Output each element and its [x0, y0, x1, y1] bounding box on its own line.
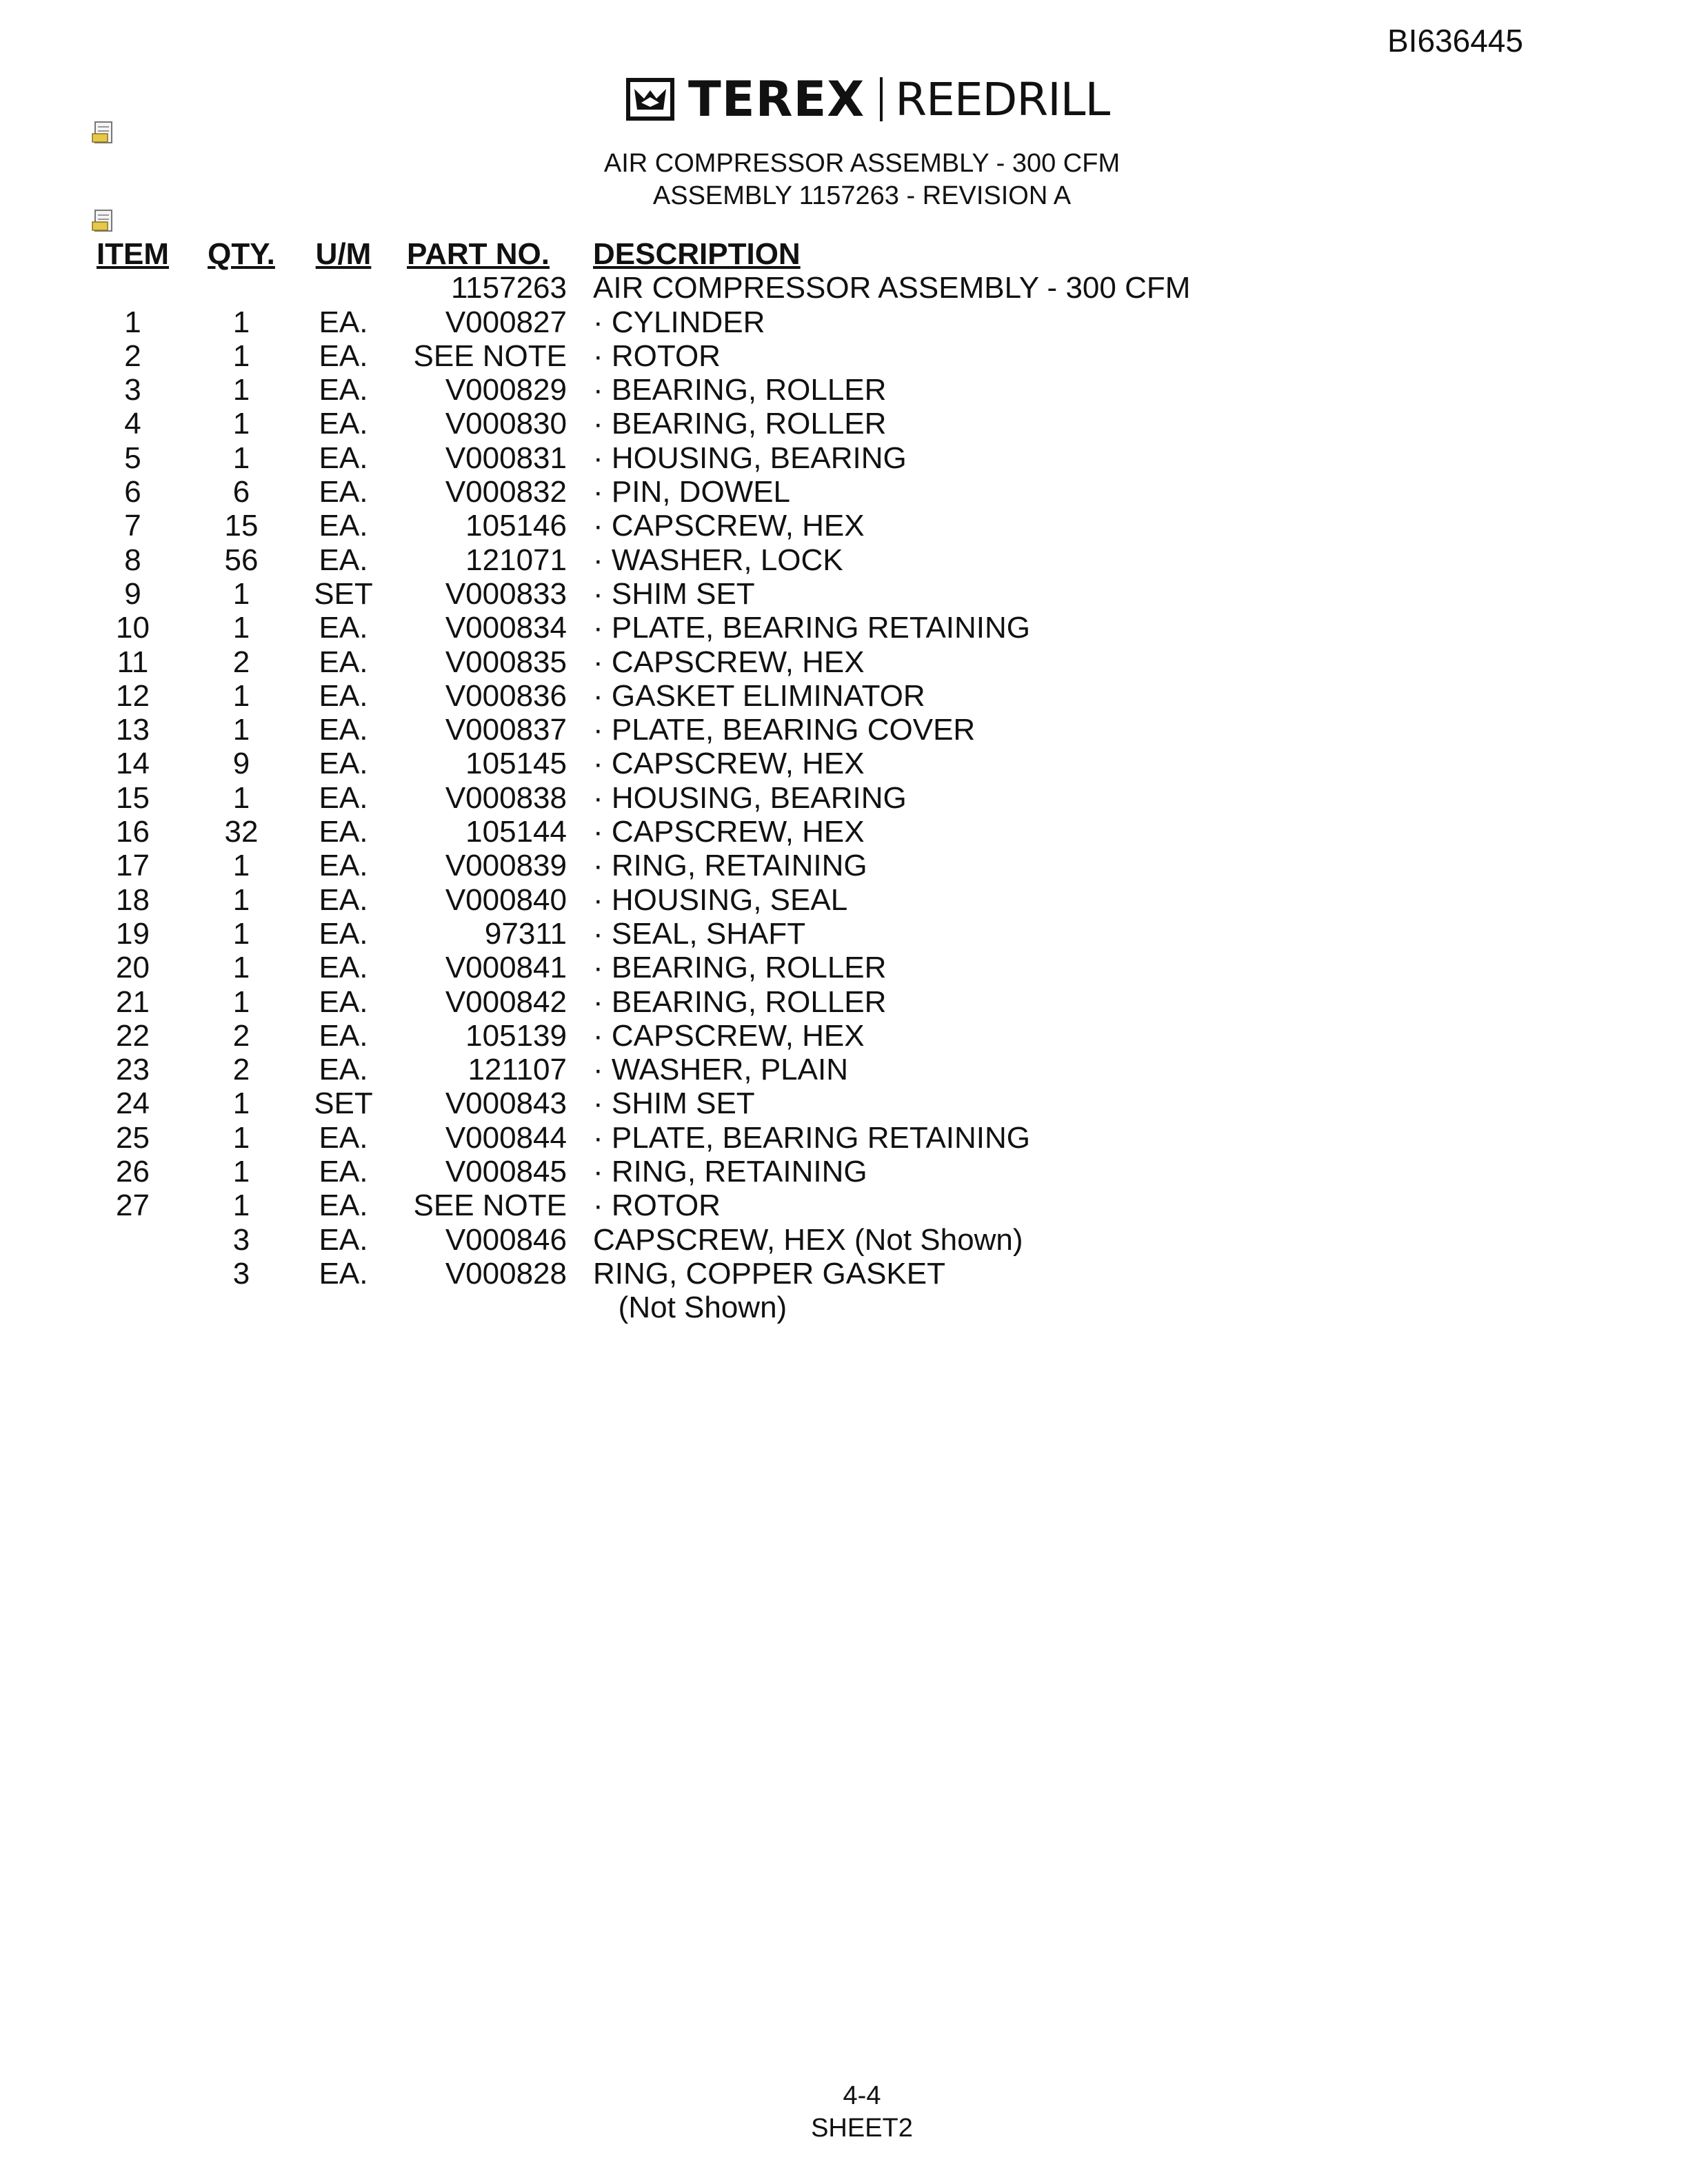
cell-part-no: V000830: [445, 407, 567, 441]
table-row: [0, 1223, 1688, 1257]
cell-description: · WASHER, LOCK: [593, 543, 843, 577]
table-row: [0, 951, 1688, 984]
cell-part-no: V000833: [445, 576, 567, 611]
cell-part-no: 105145: [465, 747, 567, 781]
cell-um: EA.: [319, 1120, 368, 1155]
title-line-1: AIR COMPRESSOR ASSEMBLY - 300 CFM: [603, 149, 1121, 178]
brand-sub: REEDRILL: [895, 72, 1110, 126]
table-row: [0, 679, 1688, 713]
cell-item: 22: [116, 1018, 150, 1053]
cell-description: · CAPSCREW, HEX: [593, 645, 865, 679]
table-row: [0, 577, 1688, 611]
cell-qty: 1: [232, 1189, 250, 1223]
cell-description: · HOUSING, SEAL: [593, 882, 848, 917]
cell-qty: 1: [232, 305, 250, 339]
cell-description: (Not Shown): [593, 1291, 787, 1325]
cell-item: 13: [116, 713, 150, 747]
cell-item: 7: [124, 509, 141, 543]
cell-um: EA.: [319, 509, 368, 543]
cell-description: · ROTOR: [593, 338, 721, 373]
cell-qty: 3: [232, 1222, 250, 1257]
cell-description: · CAPSCREW, HEX: [593, 1018, 865, 1053]
cell-description: · CAPSCREW, HEX: [593, 747, 865, 781]
cell-qty: 2: [232, 1018, 250, 1053]
table-body: [0, 271, 1688, 1324]
cell-um: EA.: [319, 373, 368, 407]
cell-part-no: V000841: [445, 951, 567, 985]
cell-part-no: V000837: [445, 713, 567, 747]
cell-item: 17: [116, 849, 150, 883]
cell-qty: 1: [232, 849, 250, 883]
brand-separator: [880, 77, 883, 121]
table-row: [0, 1189, 1688, 1222]
cell-qty: 1: [232, 407, 250, 441]
cell-part-no: V000844: [445, 1120, 567, 1155]
cell-part-no: 105139: [465, 1018, 567, 1053]
cell-description: · CAPSCREW, HEX: [593, 509, 865, 543]
cell-item: 23: [116, 1053, 150, 1087]
cell-part-no: V000838: [445, 780, 567, 815]
cell-um: EA.: [319, 882, 368, 917]
cell-description: · PLATE, BEARING RETAINING: [593, 611, 1031, 645]
cell-part-no: SEE NOTE: [413, 1189, 567, 1223]
cell-item: 10: [116, 611, 150, 645]
cell-um: EA.: [319, 916, 368, 951]
header-qty: QTY.: [208, 237, 275, 271]
cell-description: AIR COMPRESSOR ASSEMBLY - 300 CFM: [593, 271, 1191, 305]
cell-description: · BEARING, ROLLER: [593, 951, 887, 985]
terex-crown-icon: [626, 78, 674, 121]
page-footer: [0, 2080, 1688, 2145]
cell-part-no: V000834: [445, 611, 567, 645]
cell-description: CAPSCREW, HEX (Not Shown): [593, 1222, 1023, 1257]
cell-description: · GASKET ELIMINATOR: [593, 678, 925, 713]
cell-part-no: 105146: [465, 509, 567, 543]
cell-part-no: 121071: [465, 543, 567, 577]
table-row: [0, 441, 1688, 475]
cell-qty: 1: [232, 1155, 250, 1189]
cell-part-no: V000831: [445, 441, 567, 475]
cell-item: 3: [124, 373, 141, 407]
cell-qty: 6: [232, 475, 250, 509]
cell-qty: 1: [232, 441, 250, 475]
cell-part-no: SEE NOTE: [413, 338, 567, 373]
table-row: [0, 645, 1688, 679]
cell-part-no: V000842: [445, 984, 567, 1019]
cell-qty: 1: [232, 951, 250, 985]
table-row: [0, 1121, 1688, 1155]
cell-part-no: V000827: [445, 305, 567, 339]
cell-qty: 1: [232, 984, 250, 1019]
table-row: [0, 781, 1688, 815]
embedded-object-icon[interactable]: [91, 120, 117, 146]
cell-item: 19: [116, 916, 150, 951]
cell-item: 5: [124, 441, 141, 475]
cell-qty: 1: [232, 1086, 250, 1121]
cell-um: EA.: [319, 1222, 368, 1257]
table-row: [0, 475, 1688, 509]
cell-item: 21: [116, 984, 150, 1019]
cell-item: 12: [116, 678, 150, 713]
cell-um: EA.: [319, 475, 368, 509]
cell-description: · BEARING, ROLLER: [593, 373, 887, 407]
cell-description: · BEARING, ROLLER: [593, 984, 887, 1019]
cell-item: 27: [116, 1189, 150, 1223]
table-row: [0, 1155, 1688, 1189]
cell-part-no: V000828: [445, 1256, 567, 1291]
cell-qty: 1: [232, 611, 250, 645]
terex-reedrill-logo: [626, 71, 1110, 128]
cell-item: 9: [124, 576, 141, 611]
cell-part-no: V000840: [445, 882, 567, 917]
cell-um: EA.: [319, 305, 368, 339]
cell-qty: 32: [224, 815, 259, 849]
cell-part-no: V000829: [445, 373, 567, 407]
cell-um: EA.: [319, 849, 368, 883]
table-row: [0, 305, 1688, 339]
cell-um: EA.: [319, 645, 368, 679]
cell-qty: 1: [232, 576, 250, 611]
cell-part-no: V000839: [445, 849, 567, 883]
table-row: [0, 339, 1688, 373]
cell-item: 11: [117, 645, 149, 679]
table-row: [0, 611, 1688, 645]
table-row: [0, 815, 1688, 849]
cell-qty: 9: [232, 747, 250, 781]
page-number: 4-4: [843, 2081, 881, 2110]
cell-qty: 1: [232, 373, 250, 407]
cell-item: 25: [116, 1120, 150, 1155]
cell-um: EA.: [319, 1018, 368, 1053]
cell-item: 4: [124, 407, 141, 441]
cell-um: EA.: [319, 1155, 368, 1189]
table-row: [0, 883, 1688, 917]
cell-um: EA.: [319, 1189, 368, 1223]
table-row: [0, 509, 1688, 543]
cell-description: · HOUSING, BEARING: [593, 780, 907, 815]
cell-description: · HOUSING, BEARING: [593, 441, 907, 475]
cell-description: · WASHER, PLAIN: [593, 1053, 848, 1087]
document-id: BI636445: [1387, 23, 1523, 59]
title-line-2: ASSEMBLY 1157263 - REVISION A: [652, 181, 1072, 210]
table-row: [0, 713, 1688, 747]
cell-qty: 1: [232, 882, 250, 917]
cell-item: 14: [116, 747, 150, 781]
cell-part-no: 105144: [465, 815, 567, 849]
cell-um: EA.: [319, 984, 368, 1019]
cell-qty: 1: [232, 713, 250, 747]
cell-item: 18: [116, 882, 150, 917]
table-row: [0, 1291, 1688, 1324]
sheet-label: SHEET2: [811, 2114, 913, 2143]
cell-item: 1: [124, 305, 141, 339]
cell-description: RING, COPPER GASKET: [593, 1256, 945, 1291]
cell-um: EA.: [319, 713, 368, 747]
cell-part-no: 121107: [468, 1053, 567, 1087]
cell-um: EA.: [319, 678, 368, 713]
cell-qty: 2: [232, 645, 250, 679]
cell-um: EA.: [319, 407, 368, 441]
cell-part-no: V000832: [445, 475, 567, 509]
table-row: [0, 747, 1688, 780]
cell-qty: 15: [224, 509, 259, 543]
cell-item: 20: [116, 951, 150, 985]
cell-item: 16: [116, 815, 150, 849]
cell-qty: 1: [232, 678, 250, 713]
table-row: [0, 1053, 1688, 1086]
cell-um: EA.: [319, 951, 368, 985]
cell-part-no: V000835: [445, 645, 567, 679]
header-item: ITEM: [96, 237, 170, 271]
cell-um: EA.: [319, 780, 368, 815]
document-titles: [0, 148, 1688, 212]
cell-qty: 1: [232, 1120, 250, 1155]
cell-item: 2: [124, 338, 141, 373]
cell-description: · ROTOR: [593, 1189, 721, 1223]
table-row: [0, 985, 1688, 1019]
cell-description: · BEARING, ROLLER: [593, 407, 887, 441]
cell-item: 6: [124, 475, 141, 509]
cell-description: · CAPSCREW, HEX: [593, 815, 865, 849]
cell-um: EA.: [319, 815, 368, 849]
brand-main: TEREX: [688, 71, 865, 128]
table-row: [0, 407, 1688, 441]
cell-um: SET: [314, 1086, 373, 1121]
cell-description: · CYLINDER: [593, 305, 765, 339]
header-description: DESCRIPTION: [593, 237, 801, 271]
parts-table: [0, 237, 1688, 1325]
table-row: [0, 1086, 1688, 1120]
cell-um: EA.: [319, 1256, 368, 1291]
cell-um: EA.: [319, 611, 368, 645]
cell-um: EA.: [319, 338, 368, 373]
table-row: [0, 271, 1688, 305]
cell-qty: 1: [232, 338, 250, 373]
cell-item: 24: [116, 1086, 150, 1121]
cell-part-no: 1157263: [450, 271, 567, 305]
table-row: [0, 543, 1688, 577]
cell-qty: 1: [232, 916, 250, 951]
cell-part-no: V000843: [445, 1086, 567, 1121]
table-header: [0, 237, 1688, 271]
cell-description: · PIN, DOWEL: [593, 475, 791, 509]
table-row: [0, 1257, 1688, 1291]
cell-description: · SEAL, SHAFT: [593, 916, 806, 951]
table-row: [0, 917, 1688, 951]
header-um: U/M: [315, 237, 372, 271]
cell-qty: 56: [224, 543, 259, 577]
cell-qty: 2: [232, 1053, 250, 1087]
header-part-no: PART NO.: [407, 237, 550, 271]
cell-part-no: V000836: [445, 678, 567, 713]
cell-description: · SHIM SET: [593, 576, 755, 611]
cell-item: 26: [116, 1155, 150, 1189]
cell-qty: 1: [232, 780, 250, 815]
cell-description: · PLATE, BEARING COVER: [593, 713, 976, 747]
cell-description: · RING, RETAINING: [593, 849, 867, 883]
cell-um: EA.: [319, 441, 368, 475]
cell-item: 15: [116, 780, 150, 815]
cell-description: · RING, RETAINING: [593, 1155, 867, 1189]
cell-um: EA.: [319, 1053, 368, 1087]
cell-um: EA.: [319, 747, 368, 781]
cell-qty: 3: [232, 1256, 250, 1291]
cell-part-no: 97311: [484, 916, 567, 951]
cell-part-no: V000846: [445, 1222, 567, 1257]
cell-part-no: V000845: [445, 1155, 567, 1189]
table-row: [0, 373, 1688, 407]
cell-description: · PLATE, BEARING RETAINING: [593, 1120, 1031, 1155]
table-row: [0, 849, 1688, 882]
cell-um: SET: [314, 576, 373, 611]
cell-description: · SHIM SET: [593, 1086, 755, 1121]
table-row: [0, 1019, 1688, 1053]
cell-item: 8: [124, 543, 141, 577]
cell-um: EA.: [319, 543, 368, 577]
